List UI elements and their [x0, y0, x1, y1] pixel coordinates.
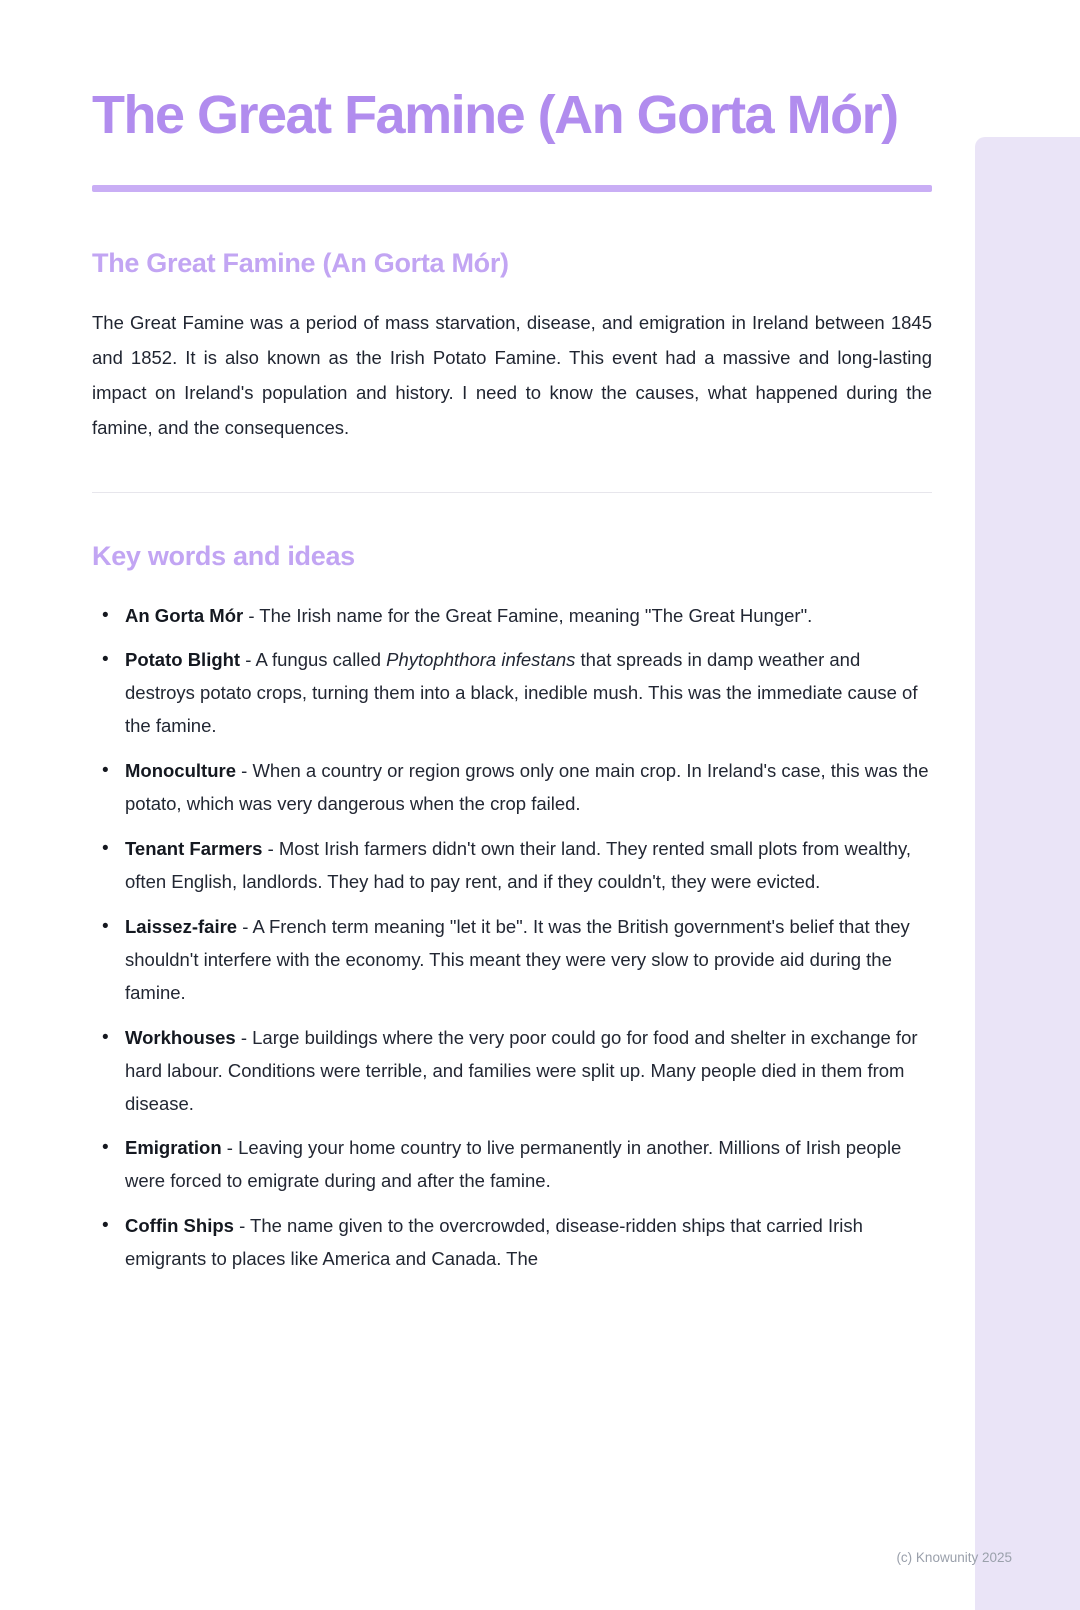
- keyword-term: Emigration: [125, 1137, 222, 1159]
- intro-paragraph: The Great Famine was a period of mass starvation, disease, and emigration in Ireland between 1845 and 1852. It is also known as the Irish Potato Famine. This event had a massive and long-lasting impact on Ireland's population and history. I need to know the causes, what happened during the famine, and the consequences.: [92, 311, 932, 439]
- keyword-item: [92, 911, 932, 1010]
- section-heading-intro: The Great Famine (An Gorta Mór): [92, 247, 509, 278]
- keyword-item: [92, 644, 932, 743]
- keyword-desc: - A French term meaning "let it be". It was the British government's belief that they shouldn't interfere with the economy. This meant they were very slow to provide aid during the famine.: [125, 915, 910, 1003]
- keyword-item: [92, 1210, 932, 1276]
- keyword-term-italic: Phytophthora infestans: [386, 649, 576, 671]
- keyword-item: [92, 755, 932, 821]
- keyword-term: Potato Blight: [125, 649, 241, 671]
- keyword-term: Tenant Farmers: [125, 838, 263, 860]
- keyword-desc: - Leaving your home country to live permanently in another. Millions of Irish people were forced to emigrate during and after the famine.: [125, 1137, 902, 1192]
- keyword-desc: that spreads in damp weather and destroys potato crops, turning them into a black, inedible mush. This was the immediate cause of the famine.: [125, 649, 918, 737]
- keyword-item: [92, 1132, 932, 1198]
- keyword-item: [92, 833, 932, 899]
- keyword-desc: - The name given to the overcrowded, disease-ridden ships that carried Irish emigrants to places like America and Canada. The: [125, 1215, 863, 1270]
- keyword-desc: - Large buildings where the very poor could go for food and shelter in exchange for hard labour. Conditions were terrible, and families were split up. Many people died in them from disease.: [125, 1026, 918, 1114]
- keyword-desc: - Most Irish farmers didn't own their land. They rented small plots from wealthy, often English, landlords. They had to pay rent, and if they couldn't, they were evicted.: [125, 838, 911, 892]
- keyword-term: An Gorta Mór: [125, 604, 244, 626]
- title-divider: [92, 185, 932, 192]
- footer-credit: (c) Knowunity 2025: [896, 1550, 1012, 1565]
- keyword-item: [92, 600, 932, 633]
- keyword-desc: - When a country or region grows only one main crop. In Ireland's case, this was the potato, which was very dangerous when the crop failed.: [125, 760, 929, 815]
- keyword-term: Laissez-faire: [125, 915, 238, 937]
- section-heading-keywords: Key words and ideas: [92, 540, 355, 571]
- page-edge-strip: [975, 137, 1080, 1610]
- keyword-term: Coffin Ships: [125, 1215, 234, 1237]
- keyword-term: Monoculture: [125, 760, 236, 782]
- document-title: The Great Famine (An Gorta Mór): [92, 85, 898, 145]
- keyword-item: [92, 1022, 932, 1121]
- keyword-desc: - The Irish name for the Great Famine, meaning "The Great Hunger".: [243, 604, 813, 626]
- content-divider: [92, 492, 932, 493]
- keyword-list: [92, 600, 932, 1277]
- keyword-desc: - A fungus called: [240, 649, 387, 671]
- document-page: [92, 82, 932, 1276]
- keyword-term: Workhouses: [125, 1026, 236, 1048]
